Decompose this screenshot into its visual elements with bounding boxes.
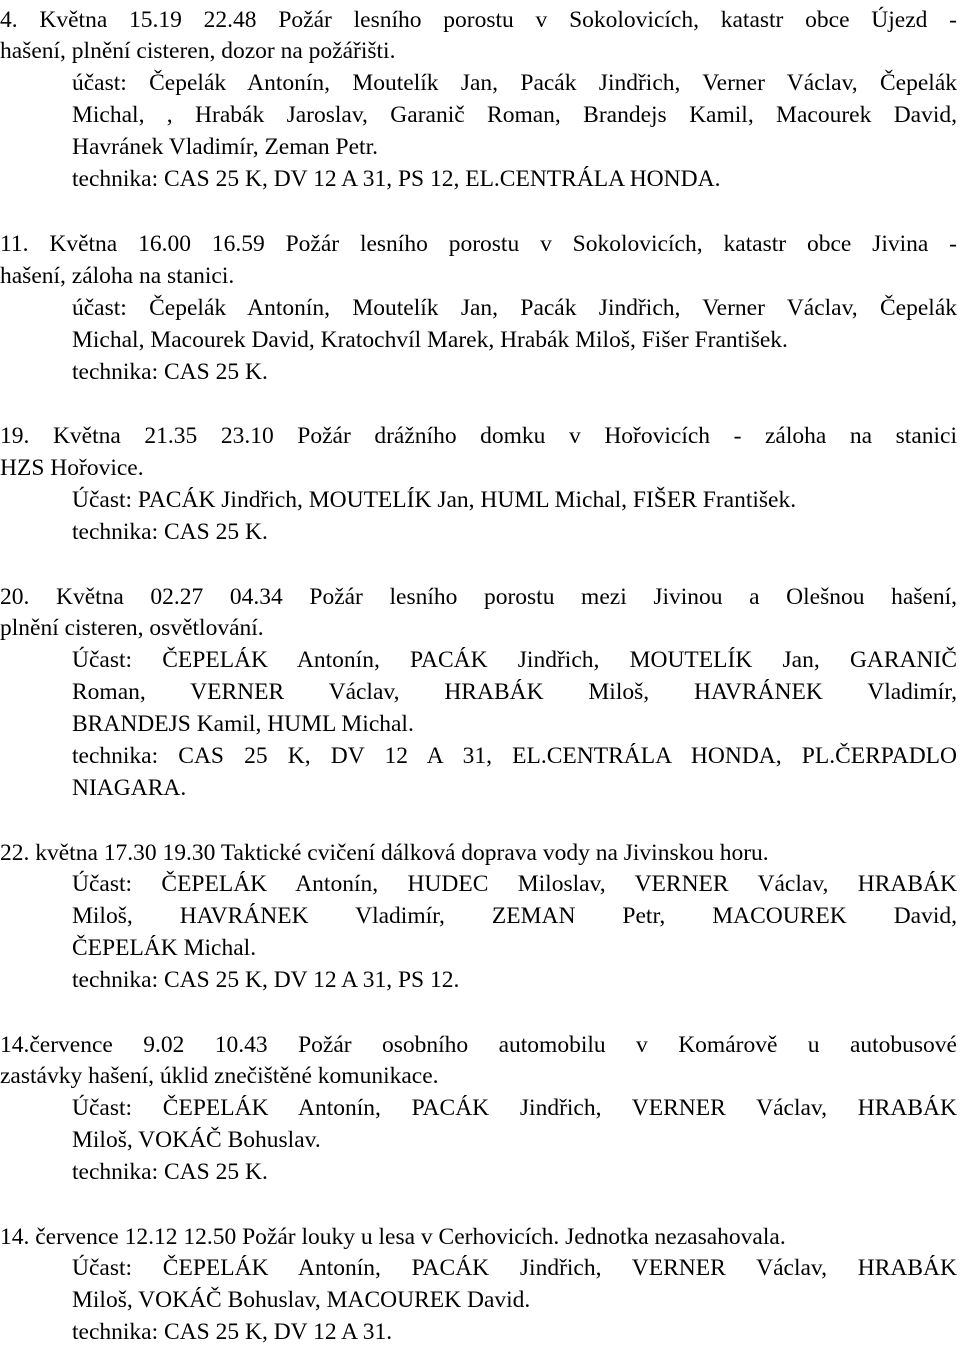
equipment-line: technika: CAS 25 K, DV 12 A 31, EL.CENTRÁLA HONDA, PL.ČERPADLO (72, 743, 957, 769)
participants-line: Roman, VERNER Václav, HRABÁK Miloš, HAVRÁNEK Vladimír, (72, 679, 957, 705)
entry-heading-line: zastávky hašení, úklid znečištěné komunikace. (0, 1063, 439, 1089)
entry-heading-line: hašení, plnění cisteren, dozor na požářišti. (0, 38, 396, 64)
entry-heading-line: 22. května 17.30 19.30 Taktické cvičení dálková doprava vody na Jivinskou horu. (0, 840, 769, 866)
participants-line: Michal, Macourek David, Kratochvíl Marek, Hrabák Miloš, Fišer František. (72, 327, 788, 353)
participants-line: Účast: ČEPELÁK Antonín, PACÁK Jindřich, VERNER Václav, HRABÁK (72, 1095, 957, 1121)
participants-line: Účast: PACÁK Jindřich, MOUTELÍK Jan, HUML Michal, FIŠER František. (72, 487, 797, 513)
entry-heading-line: 4. Května 15.19 22.48 Požár lesního porostu v Sokolovicích, katastr obce Újezd - (0, 7, 957, 33)
participants-line: BRANDEJS Kamil, HUML Michal. (72, 711, 414, 737)
entry-heading-line: plnění cisteren, osvětlování. (0, 615, 264, 641)
equipment-line: technika: CAS 25 K. (72, 519, 268, 545)
participants-line: účast: Čepelák Antonín, Moutelík Jan, Pacák Jindřich, Verner Václav, Čepelák (72, 70, 957, 96)
participants-line: Miloš, VOKÁČ Bohuslav. (72, 1127, 321, 1153)
entry-heading-line: 19. Května 21.35 23.10 Požár drážního domku v Hořovicích - záloha na stanici (0, 423, 957, 449)
participants-line: Havránek Vladimír, Zeman Petr. (72, 134, 378, 160)
equipment-line: NIAGARA. (72, 775, 187, 801)
participants-line: účast: Čepelák Antonín, Moutelík Jan, Pacák Jindřich, Verner Václav, Čepelák (72, 295, 957, 321)
participants-line: Účast: ČEPELÁK Antonín, PACÁK Jindřich, MOUTELÍK Jan, GARANIČ (72, 647, 957, 673)
participants-line: Miloš, VOKÁČ Bohuslav, MACOUREK David. (72, 1287, 531, 1313)
entry-heading-line: 14. července 12.12 12.50 Požár louky u lesa v Cerhovicích. Jednotka nezasahovala. (0, 1224, 786, 1250)
entry-heading-line: hašení, záloha na stanici. (0, 263, 235, 289)
participants-line: Miloš, HAVRÁNEK Vladimír, ZEMAN Petr, MACOUREK David, (72, 903, 957, 929)
entry-heading-line: 14.července 9.02 10.43 Požár osobního automobilu v Komárově u autobusové (0, 1032, 957, 1058)
entry-heading-line: HZS Hořovice. (0, 455, 144, 481)
equipment-line: technika: CAS 25 K, DV 12 A 31. (72, 1319, 393, 1345)
participants-line: ČEPELÁK Michal. (72, 935, 257, 961)
participants-line: Michal, , Hrabák Jaroslav, Garanič Roman, Brandejs Kamil, Macourek David, (72, 102, 957, 128)
entry-heading-line: 20. Května 02.27 04.34 Požár lesního porostu mezi Jivinou a Olešnou hašení, (0, 584, 957, 610)
equipment-line: technika: CAS 25 K. (72, 359, 268, 385)
participants-line: Účast: ČEPELÁK Antonín, HUDEC Miloslav, VERNER Václav, HRABÁK (72, 871, 957, 897)
participants-line: Účast: ČEPELÁK Antonín, PACÁK Jindřich, VERNER Václav, HRABÁK (72, 1255, 957, 1281)
entry-heading-line: 11. Května 16.00 16.59 Požár lesního porostu v Sokolovicích, katastr obce Jivina - (0, 231, 957, 257)
equipment-line: technika: CAS 25 K, DV 12 A 31, PS 12, EL.CENTRÁLA HONDA. (72, 166, 721, 192)
equipment-line: technika: CAS 25 K, DV 12 A 31, PS 12. (72, 967, 460, 993)
equipment-line: technika: CAS 25 K. (72, 1159, 268, 1185)
